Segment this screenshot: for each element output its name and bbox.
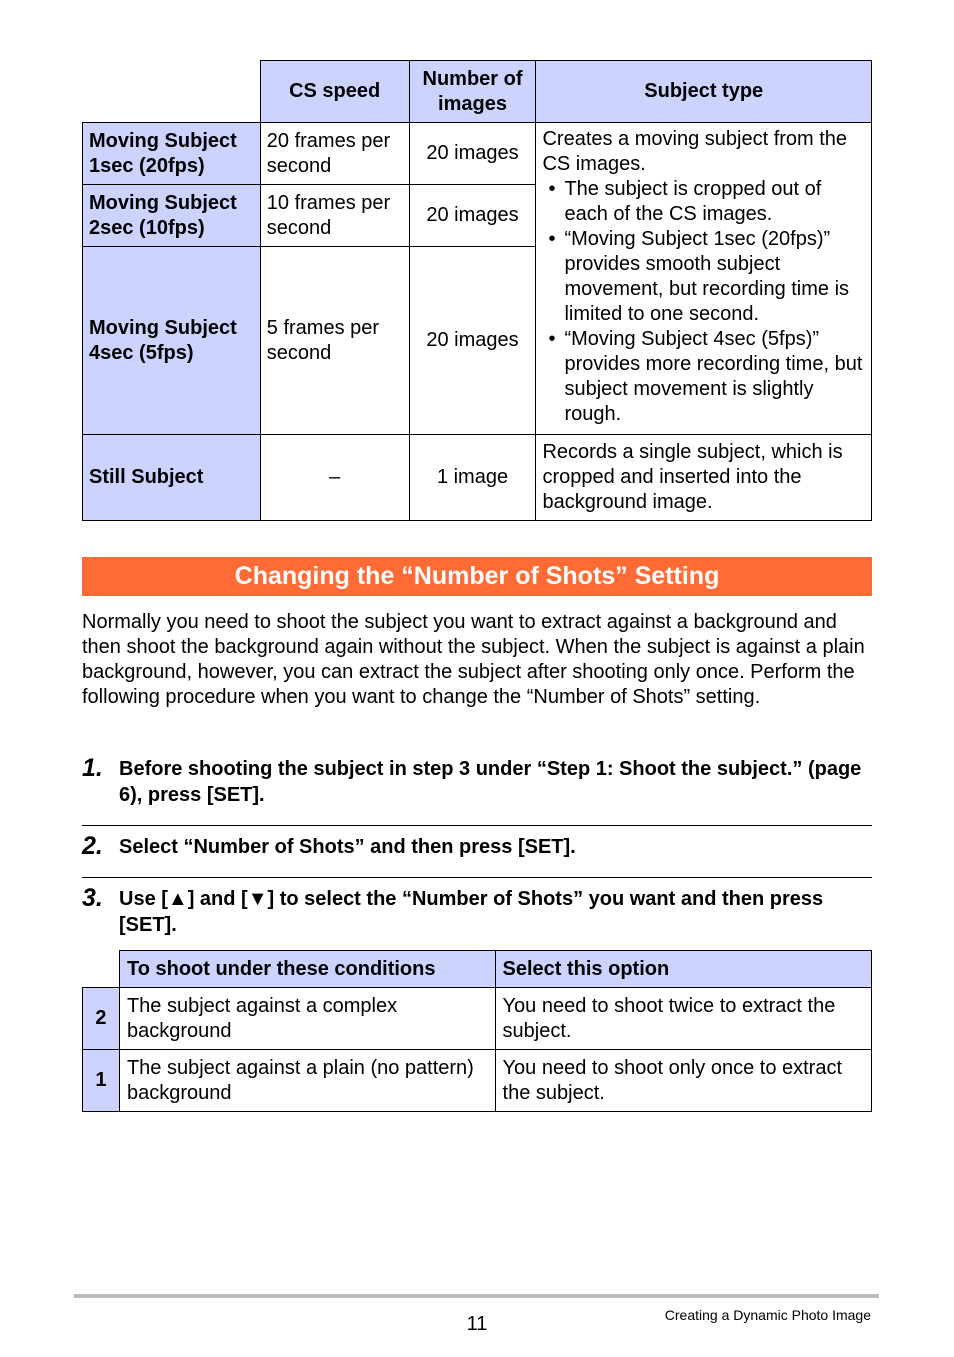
number-of-shots-table [82,950,872,1112]
table-row [83,123,872,185]
moving-subject-bullets [542,177,865,427]
bullet-item: • “Moving Subject 1sec (20fps)” provides smooth subject movement, but recording time is limited to one second. [542,227,865,327]
images-cell: 1 image [409,435,536,521]
bullet-item: • The subject is cropped out of each of the CS images. [542,177,865,227]
table1-header-images: Number of images [409,61,536,123]
step-1 [82,756,872,808]
step-text: Before shooting the subject in step 3 under “Step 1: Shoot the subject.” (page 6), press [SET]. [119,758,862,806]
cs-speed-table [82,60,872,521]
mode-label: Moving Subject 2sec (10fps) [83,185,261,247]
table-row [83,1050,872,1112]
option-cell: You need to shoot only once to extract the subject. [495,1050,871,1112]
images-cell: 20 images [409,185,536,247]
speed-cell: – [260,435,409,521]
option-number: 2 [83,988,120,1050]
footer-title: Creating a Dynamic Photo Image [664,1307,871,1323]
step-3 [82,886,872,938]
table1-header-subject: Subject type [536,61,872,123]
table2-header-option: Select this option [495,951,871,988]
step-divider [82,825,872,826]
mode-label: Moving Subject 4sec (5fps) [83,247,261,435]
speed-cell: 10 frames per second [260,185,409,247]
mode-label: Moving Subject 1sec (20fps) [83,123,261,185]
table2-corner [83,951,120,988]
step-number: 2. [82,832,103,860]
images-cell: 20 images [409,123,536,185]
bullet-item: • “Moving Subject 4sec (5fps)” provides more recording time, but subject movement is slightly rough. [542,327,865,427]
moving-subject-intro: Creates a moving subject from the CS images. [542,128,848,175]
footer-divider [74,1294,879,1298]
step-number: 3. [82,884,103,912]
condition-cell: The subject against a complex background [119,988,495,1050]
option-number: 1 [83,1050,120,1112]
speed-cell: 20 frames per second [260,123,409,185]
step-text: Select “Number of Shots” and then press [SET]. [119,836,576,858]
table1-header-speed: CS speed [260,61,409,123]
subject-cell: Records a single subject, which is cropped and inserted into the background image. [536,435,872,521]
section-title: Changing the “Number of Shots” Setting [82,557,872,596]
step-divider [82,877,872,878]
step-2 [82,834,872,860]
step-text: Use [▲] and [▼] to select the “Number of Shots” you want and then press [SET]. [119,888,824,936]
images-cell: 20 images [409,247,536,435]
table-row [83,435,872,521]
table1-corner [83,61,261,123]
step-number: 1. [82,754,103,782]
table-row [83,988,872,1050]
mode-label: Still Subject [83,435,261,521]
option-cell: You need to shoot twice to extract the subject. [495,988,871,1050]
moving-subject-description [536,123,872,435]
speed-cell: 5 frames per second [260,247,409,435]
table2-header-conditions: To shoot under these conditions [119,951,495,988]
section-intro: Normally you need to shoot the subject you want to extract against a background and then shoot the background again without the subject. When the subject is against a plain background, however, you can extract the subject after shooting only once. Perform the following procedure when you want to change the “Number of Shots” setting. [82,611,865,708]
page-number: 11 [466,1313,488,1335]
condition-cell: The subject against a plain (no pattern) background [119,1050,495,1112]
